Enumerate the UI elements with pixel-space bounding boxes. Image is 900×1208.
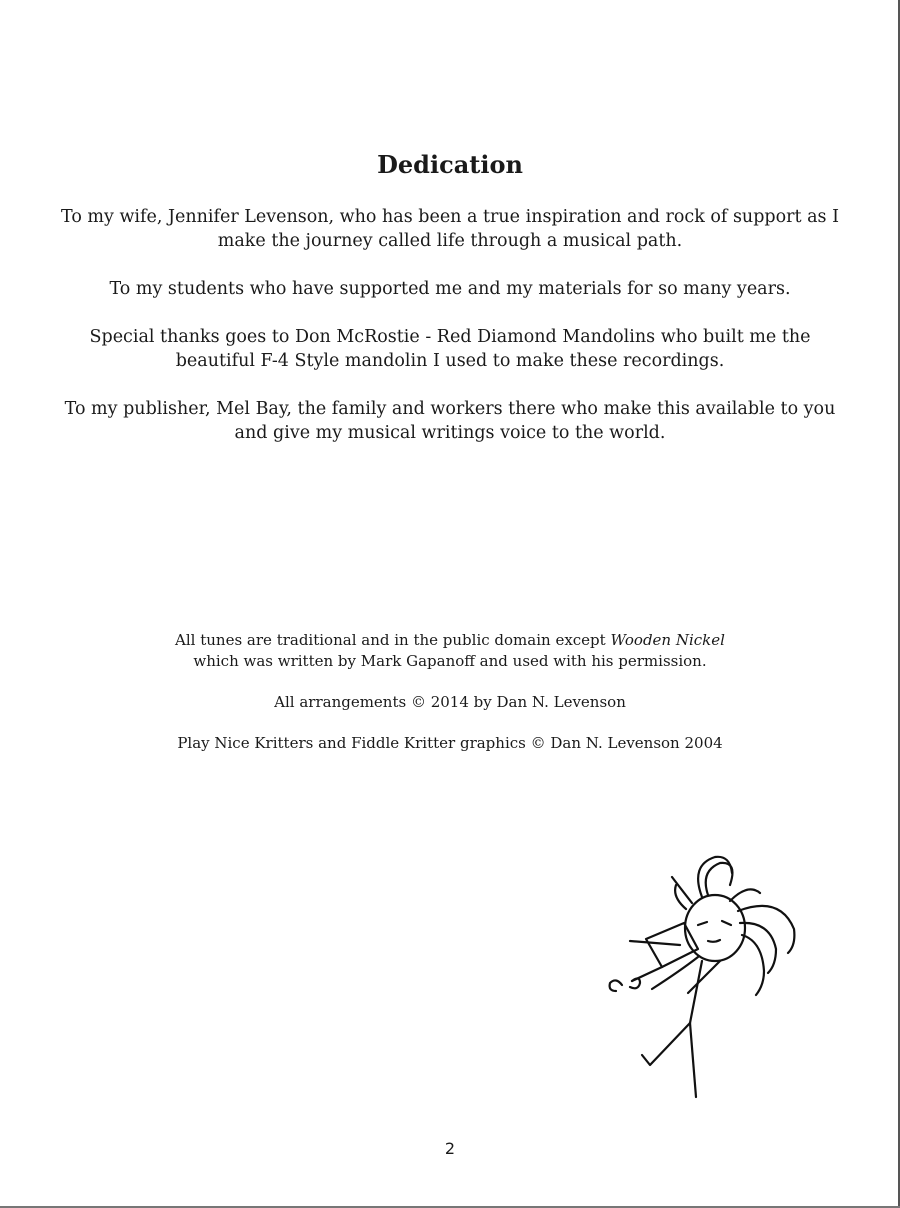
- credits-tunes: [100, 630, 800, 672]
- credits-tunes-suffix: which was written by Mark Gapanoff and used with his permission.: [193, 652, 707, 670]
- kritter-leg-left: [642, 1023, 690, 1065]
- credits-tunes-prefix: All tunes are traditional and in the public domain except: [175, 631, 606, 649]
- dedication-paragraph-wife: To my wife, Jennifer Levenson, who has been a true inspiration and rock of support as I make the journey called life through a musical path.: [61, 207, 839, 251]
- kritter-body: [690, 961, 702, 1023]
- dedication-text: [55, 205, 845, 469]
- fiddle-kritter-icon: [580, 845, 810, 1105]
- credits-tune-title: Wooden Nickel: [610, 631, 725, 649]
- kritter-mouth: [708, 940, 720, 942]
- kritter-bow: [630, 941, 680, 945]
- kritter-leg-right: [690, 1023, 696, 1097]
- kritter-hair: [672, 857, 794, 995]
- credits-graphics: Play Nice Kritters and Fiddle Kritter graphics © Dan N. Levenson 2004: [177, 734, 723, 752]
- dedication-paragraph-thanks: Special thanks goes to Don McRostie - Red Diamond Mandolins who built me the beautiful F-4 Style mandolin I used to make these recordings.: [89, 327, 811, 371]
- dedication-paragraph-students: To my students who have supported me and my materials for so many years.: [109, 279, 791, 299]
- dedication-paragraph-publisher: To my publisher, Mel Bay, the family and workers there who make this available to you and give my musical writings voice to the world.: [64, 399, 836, 443]
- credits-arrangements: All arrangements © 2014 by Dan N. Levenson: [274, 693, 626, 711]
- page-number: 2: [444, 1139, 456, 1158]
- kritter-eye-left: [698, 922, 707, 925]
- kritter-arm-right: [688, 961, 720, 993]
- kritter-eye-right: [722, 921, 731, 925]
- credits-block: [100, 630, 800, 774]
- page-title: Dedication: [377, 150, 523, 179]
